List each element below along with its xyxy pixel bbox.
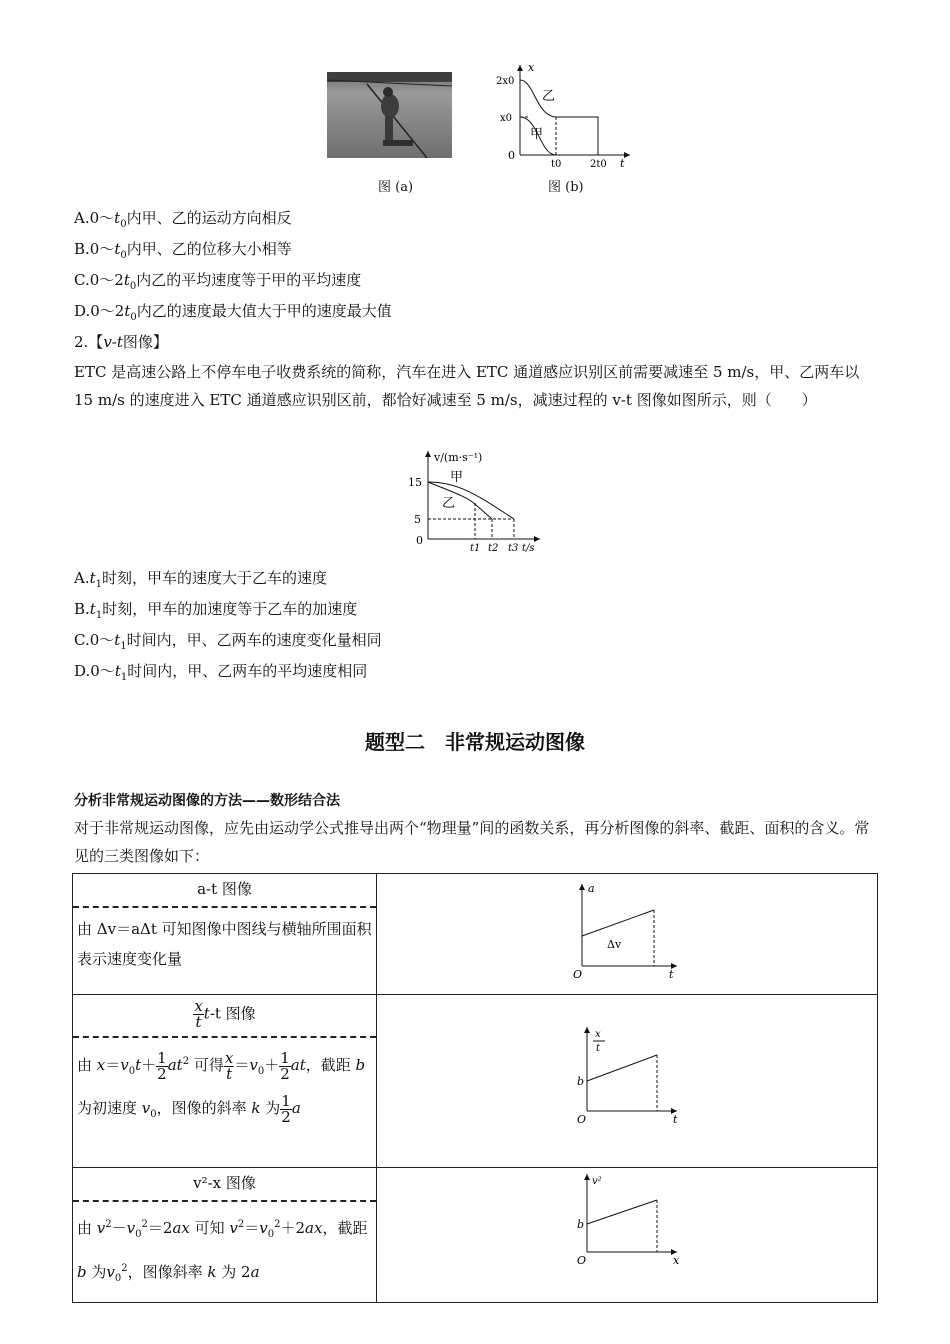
- tick-t0: t0: [551, 159, 562, 170]
- section-title: 题型二 非常规运动图像: [365, 730, 585, 754]
- vt-label-yi: 乙: [442, 496, 456, 511]
- q1-option-c: $C.0\sim 2t_0$内乙的平均速度等于甲的平均速度: [74, 271, 362, 292]
- section-intro: 对于非常规运动图像，应先由运动学公式推导出两个“物理量”间的函数关系，再分析图像的斜率、截距、面积的含义。常见的三类图像如下：: [74, 819, 870, 865]
- row1-x-label: t: [669, 968, 674, 981]
- q2-option-b: $B.t_1$时刻，甲车的加速度等于乙车的加速度: [74, 600, 358, 621]
- q2-option-d: $D.0\sim t_1$时间内，甲、乙两车的平均速度相同: [74, 662, 368, 683]
- vt-tlabel: t/s: [522, 543, 535, 554]
- q2-option-c: $C.0\sim t_1$时间内，甲、乙两车的速度变化量相同: [74, 631, 382, 652]
- row3-x-label: x: [673, 1254, 680, 1267]
- row1-area-label: Δv: [607, 938, 622, 951]
- row1-origin: O: [573, 968, 583, 981]
- row2-header: $\frac{x}{t}$ t-t 图像: [73, 995, 376, 1038]
- vt-label-jia: 甲: [450, 470, 464, 485]
- vt-tick-t1: t1: [470, 543, 481, 554]
- vt-tick-t2: t2: [488, 543, 499, 554]
- vt-origin: 0: [416, 534, 423, 547]
- figure-a-caption: 图 (a): [378, 180, 414, 195]
- q2-option-a: $A.t_1$时刻，甲车的速度大于乙车的速度: [74, 569, 328, 590]
- q2-title: 2.【v-t图像】: [74, 333, 168, 351]
- row3-intercept: b: [577, 1218, 585, 1231]
- axis-t-label: t: [620, 157, 625, 170]
- graph-types-table: [72, 873, 878, 1303]
- curve-label-yi: 乙: [542, 89, 556, 104]
- row1-header: a-t 图像: [73, 874, 376, 908]
- row2-y-den: t: [596, 1043, 601, 1054]
- row3-header: v²-x 图像: [73, 1168, 376, 1202]
- curve-label-jia: 甲: [530, 127, 544, 142]
- tick-2x0: 2x0: [496, 76, 515, 87]
- origin-label: 0: [508, 149, 515, 162]
- vt-tick-t3: t3: [508, 543, 519, 554]
- row1-y-label: a: [588, 882, 595, 895]
- vt-tick-5: 5: [414, 513, 421, 526]
- section-subtitle: 分析非常规运动图像的方法——数形结合法: [74, 793, 340, 809]
- q2-stem: ETC 是高速公路上不停车电子收费系统的简称，汽车在进入 ETC 通道感应识别区前需要减速至 5 m/s，甲、乙两车以 15 m/s 的速度进入 ETC 通道感应识别区前，都恰好减速至 5 m/s，减速过程的 v-t 图像如图所示，则（ ）: [74, 363, 860, 409]
- table-row: [73, 995, 878, 1168]
- row3-v2x-graph: [377, 1168, 877, 1276]
- row3-desc: 由 $v^2-v_0^2=2ax$ 可知 $v^2=v_0^2+2ax$，截距 b 为$v_0^2$，图像斜率 k 为 2a: [77, 1219, 368, 1284]
- axis-x-label: x: [528, 61, 535, 74]
- row2-intercept: b: [577, 1075, 585, 1088]
- q2-vt-graph: [400, 447, 550, 557]
- q1-option-a: $A.0\sim t_0$内甲、乙的运动方向相反: [74, 209, 292, 230]
- row2-desc: 由 $x=v_0t+$ $\frac{1}{2}$ $at^2$ 可得 $\frac{x}{t}$ $=v_0+$ $\frac{1}{2}$ at，截距 b 为初速度 $v_0$，图像的斜率 k 为 $\frac{1}{2}$ a: [77, 1048, 366, 1126]
- tick-x0: x0: [500, 113, 513, 124]
- row2-xt-graph: [377, 995, 877, 1163]
- vt-ylabel: v/(m·s⁻¹): [434, 451, 483, 464]
- figure-a-photo: [327, 72, 452, 158]
- row3-origin: O: [577, 1254, 587, 1267]
- table-row: [73, 1168, 878, 1303]
- row2-y-num: x: [595, 1029, 601, 1040]
- row1-at-graph: [377, 874, 877, 990]
- row2-x-label: t: [673, 1113, 678, 1126]
- figure-b-xt-graph: [490, 60, 640, 170]
- figure-b-caption: 图 (b): [548, 180, 584, 195]
- table-row: [73, 874, 878, 995]
- row3-y-label: v²: [592, 1176, 602, 1187]
- row1-desc: 由 Δv＝aΔt 可知图像中图线与横轴所围面积表示速度变化量: [77, 920, 372, 968]
- row2-origin: O: [577, 1113, 587, 1126]
- tick-2t0: 2t0: [590, 159, 607, 170]
- vt-tick-15: 15: [408, 476, 422, 489]
- q1-option-d: $D.0\sim 2t_0$内乙的速度最大值大于甲的速度最大值: [74, 302, 392, 323]
- q1-option-b: $B.0\sim t_0$内甲、乙的位移大小相等: [74, 240, 292, 261]
